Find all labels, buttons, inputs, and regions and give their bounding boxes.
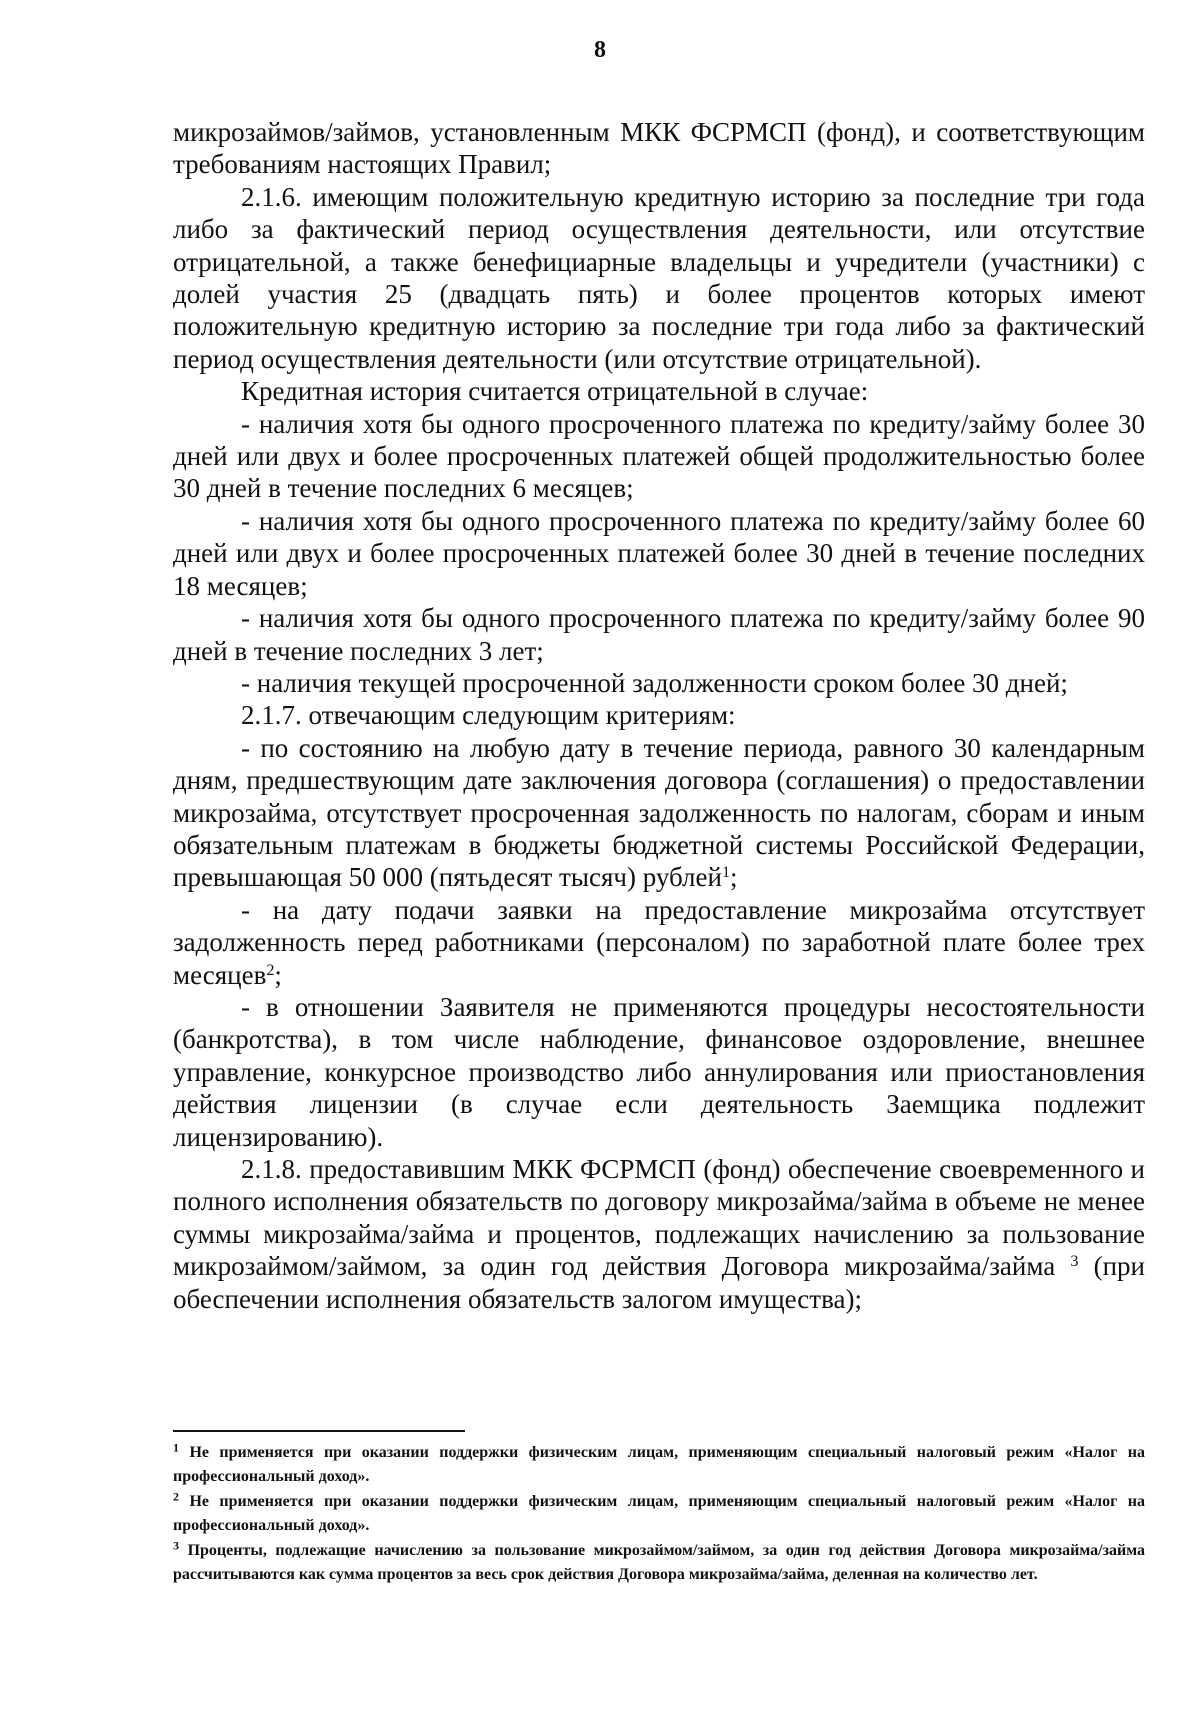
footnote-ref-3: 3 bbox=[1070, 1252, 1079, 1271]
footnote-mark: 1 bbox=[173, 1440, 179, 1455]
footnote-2 bbox=[173, 1490, 1145, 1539]
paragraph-text: - наличия хотя бы одного просроченного платежа по кредиту/займу более 90 дней в течение последних 3 лет; bbox=[173, 603, 1145, 666]
paragraph-text: - наличия хотя бы одного просроченного платежа по кредиту/займу более 30 дней или двух и более просроченных платежей общей продолжительностью более 30 дней в течение последних 6 месяцев; bbox=[173, 408, 1145, 504]
paragraph-text: - наличия хотя бы одного просроченного платежа по кредиту/займу более 60 дней или двух и более просроченных платежей более 30 дней в течение последних 18 месяцев; bbox=[173, 505, 1145, 601]
paragraph-tail: (при обеспечении исполнения обязательств залогом имущества); bbox=[173, 1251, 1145, 1314]
clause-2-1-8 bbox=[173, 1153, 1145, 1315]
paragraph-text: 2.1.6. имеющим положительную кредитную историю за последние три года либо за фактический период осуществления деятельности, или отсутствие отрицательной, а также бенефициарные владельцы и учредители (участники) с долей участия 25 (двадцать пять) и более процентов которых имеют положительную кредитную историю за последние три года либо за фактический период осуществления деятельности (или отсутствие отрицательной). bbox=[173, 181, 1145, 374]
paragraph-text: - на дату подачи заявки на предоставление микрозайма отсутствует задолженность перед работниками (персоналом) по заработной плате более трех месяцев bbox=[173, 894, 1145, 990]
footnote-ref-1: 1 bbox=[721, 863, 731, 882]
footnote-text: Не применяется при оказании поддержки физическим лицам, применяющим специальный налоговый режим «Налог на профессиональный доход». bbox=[173, 1492, 1146, 1535]
paragraph-text: 2.1.8. предоставившим МКК ФСРМСП (фонд) обеспечение своевременного и полного исполнения обязательств по договору микрозайма/займа в объеме не менее суммы микрозайма/займа и процентов, подлежащих начислению за пользование микрозаймом/займом, за один год действия Договора микрозайма/займа bbox=[173, 1154, 1145, 1282]
footnote-1 bbox=[173, 1441, 1145, 1490]
paragraph-text: Кредитная история считается отрицательной в случае: bbox=[241, 376, 869, 407]
paragraph-continuation bbox=[173, 116, 1145, 181]
clause-2-1-7 bbox=[173, 699, 1145, 731]
paragraph-tail: ; bbox=[730, 862, 738, 893]
clause-2-1-6 bbox=[173, 181, 1145, 375]
footnotes bbox=[173, 1441, 1145, 1587]
list-item bbox=[173, 732, 1145, 894]
list-item bbox=[173, 894, 1145, 991]
footnote-mark: 3 bbox=[173, 1538, 179, 1553]
list-item bbox=[173, 505, 1145, 602]
footnote-ref-2: 2 bbox=[266, 960, 275, 979]
list-item bbox=[173, 408, 1145, 505]
paragraph-text: микрозаймов/займов, установленным МКК ФСРМСП (фонд), и соответствующим требованиям настоящих Правил; bbox=[173, 117, 1145, 180]
list-item bbox=[173, 991, 1145, 1153]
list-item bbox=[173, 667, 1145, 699]
document-body bbox=[173, 116, 1145, 1315]
paragraph-text: - по состоянию на любую дату в течение периода, равного 30 календарным дням, предшествующим дате заключения договора (соглашения) о предоставлении микрозайма, отсутствует просроченная задолженность по налогам, сборам и иным обязательным платежам в бюджеты бюджетной системы Российской Федерации, превышающая 50 000 (пятьдесят тысяч) рублей bbox=[173, 732, 1145, 893]
list-item bbox=[173, 602, 1145, 667]
paragraph-text: 2.1.7. отвечающим следующим критериям: bbox=[241, 700, 736, 731]
paragraph-text: - наличия текущей просроченной задолженности сроком более 30 дней; bbox=[241, 667, 1068, 698]
paragraph-tail: ; bbox=[274, 959, 282, 990]
page-number: 8 bbox=[594, 37, 606, 63]
negative-history-intro bbox=[173, 375, 1145, 407]
footnote-separator bbox=[173, 1430, 465, 1432]
footnote-3 bbox=[173, 1539, 1145, 1588]
paragraph-text: - в отношении Заявителя не применяются процедуры несостоятельности (банкротства), в том числе наблюдение, финансовое оздоровление, внешнее управление, конкурсное производство либо аннулирования или приостановления действия лицензии (в случае если деятельность Заемщика подлежит лицензированию). bbox=[173, 991, 1145, 1152]
footnote-mark: 2 bbox=[173, 1489, 179, 1504]
footnote-text: Не применяется при оказании поддержки физическим лицам, применяющим специальный налоговый режим «Налог на профессиональный доход». bbox=[173, 1444, 1146, 1486]
footnote-text: Проценты, подлежащие начислению за пользование микрозаймом/займом, за один год действия Договора микрозайма/займа рассчитываются как сумма процентов за весь срок действия Договора микрозайма/займа, деленная на количество лет. bbox=[173, 1541, 1146, 1584]
